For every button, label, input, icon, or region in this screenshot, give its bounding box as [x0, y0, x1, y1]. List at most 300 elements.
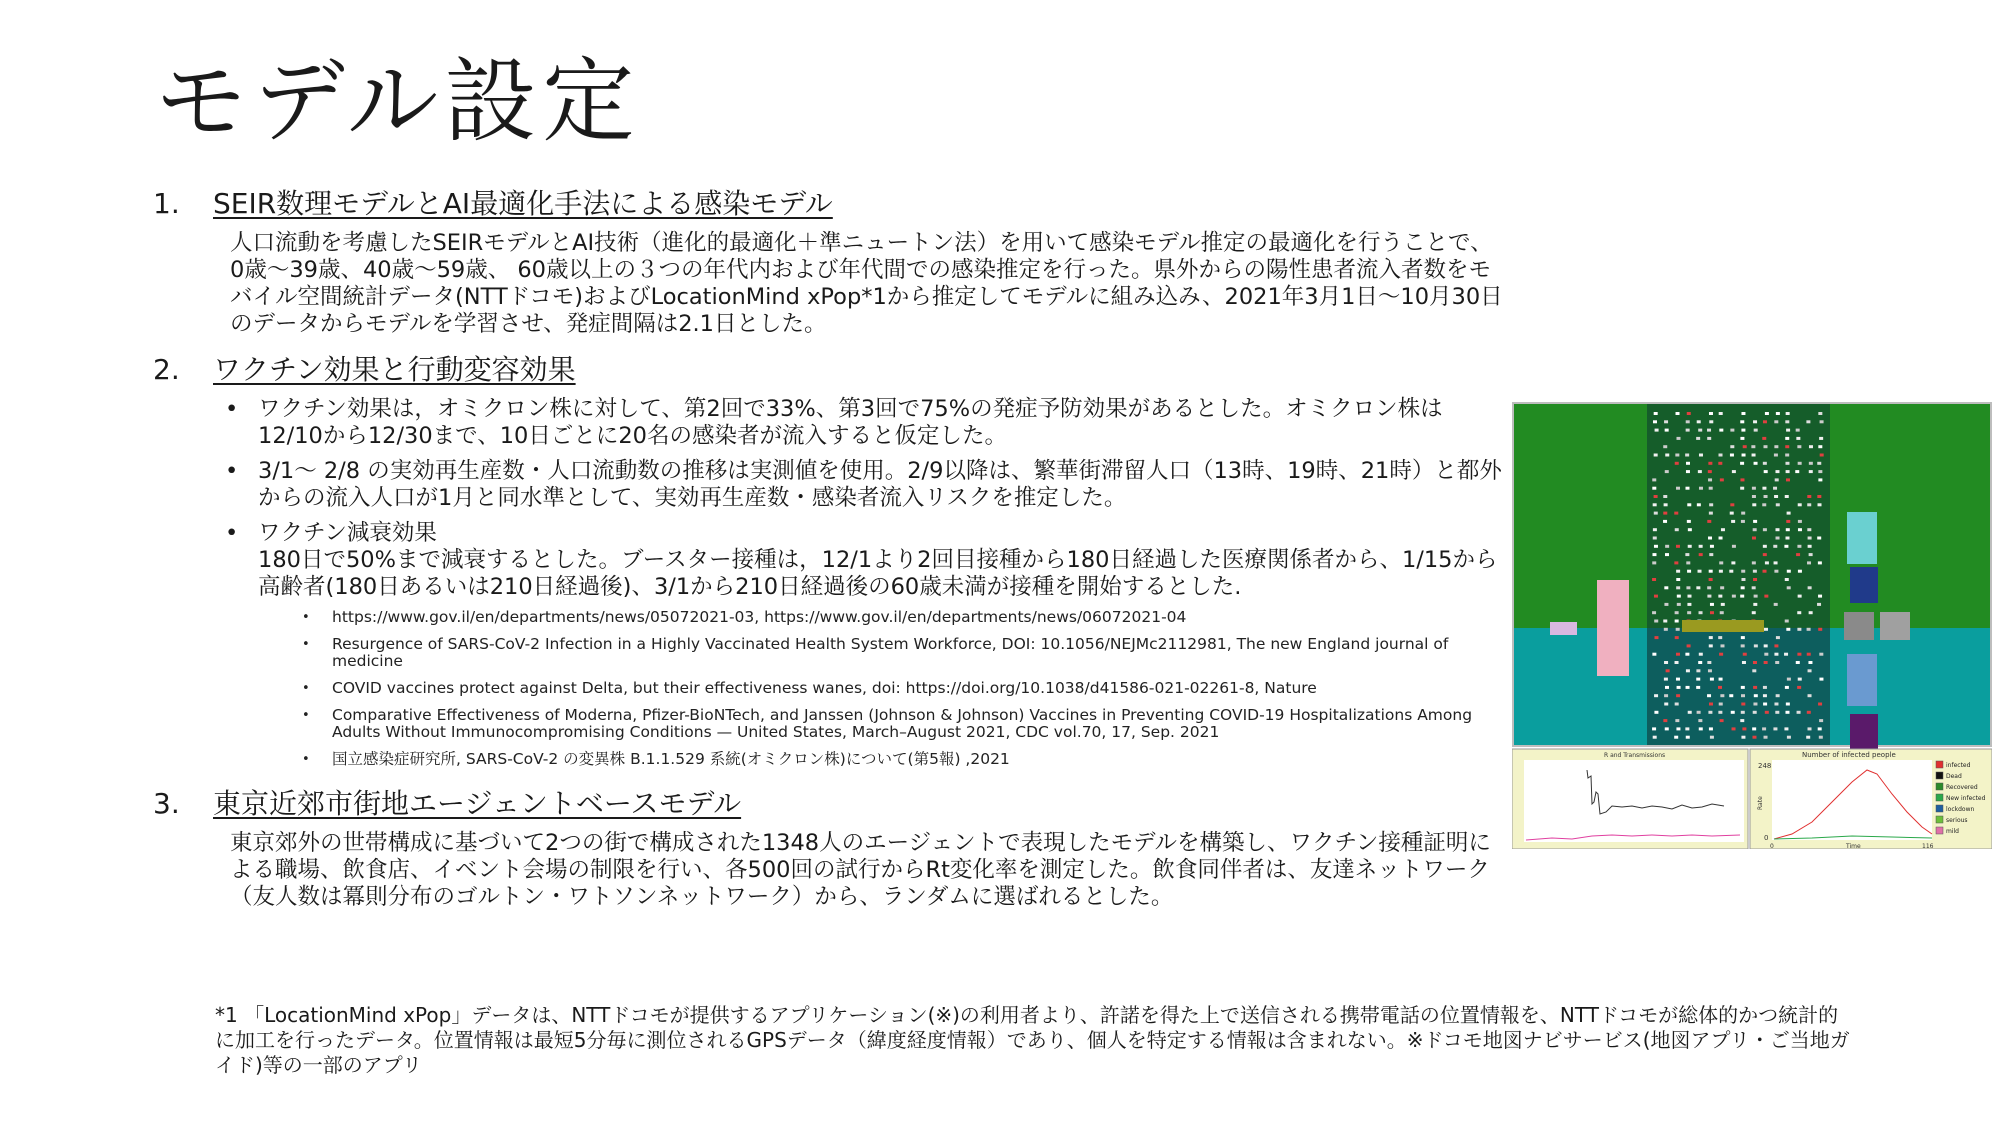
agent-dot [1808, 586, 1812, 589]
agent-dot [1807, 528, 1811, 531]
simulation-screenshot [1512, 402, 1992, 849]
section-1-text: 人口流動を考慮したSEIRモデルとAI技術（進化的最適化＋準ニュートン法）を用いて感染モデル推定の最適化を行うことで、0歳～39歳、40歳～59歳、 60歳以上の３つの年代内および年代間での感染推定を行った。県外からの陽性患者流入者数をモバイル空間統計データ(NTTドコモ)およびLocationMind xPop*1から推定してモデルに組み込み、2021年3月1日～10月30日のデータからモデルを学習させ、発症間隔は2.1日とした。 [230, 230, 1503, 337]
agent-dot [1740, 462, 1744, 465]
agent-dot [1765, 561, 1769, 564]
agent-dot [1709, 412, 1713, 415]
footnote: *1 「LocationMind xPop」データは、NTTドコモが提供するアプリケーション(※)の利用者より、許諾を得た上で送信される携帯電話の位置情報を、NTTドコモが総体的かつ統計的に加工を行ったデータ。位置情報は最短5分毎に測位されるGPSデータ（緯度経度情報）であり、個人を特定する情報は含まれない。※ドコモ地図ナビサービス(地図アプリ・ご当地ガイド)等の一部のアプリ [215, 1003, 1850, 1077]
agent-dot [1763, 694, 1767, 697]
agent-dot [1663, 719, 1667, 722]
agent-dot [1753, 686, 1757, 689]
agent-dot [1809, 462, 1813, 465]
bullet-vaccine-waning [258, 520, 1505, 601]
agent-dot [1787, 678, 1791, 681]
agent-dot [1654, 512, 1658, 515]
agent-dot [1654, 711, 1658, 714]
section-1-heading [150, 182, 1505, 222]
agent-dot [1710, 736, 1714, 739]
agent-dot [1754, 694, 1758, 697]
agent-dot [1665, 545, 1669, 548]
agent-dot [1732, 470, 1736, 473]
agent-dot [1784, 727, 1788, 730]
agent-dot [1698, 570, 1702, 573]
agent-dot [1686, 736, 1690, 739]
agent-dot [1752, 537, 1756, 540]
agent-dot [1798, 570, 1802, 573]
agent-dot [1806, 420, 1810, 423]
agent-dot [1676, 545, 1680, 548]
agent-dot [1796, 553, 1800, 556]
agent-dot [1652, 727, 1656, 730]
agent-dot [1664, 678, 1668, 681]
agent-dot [1699, 454, 1703, 457]
agent-dot [1797, 611, 1801, 614]
agent-dot [1732, 545, 1736, 548]
agent-dot [1740, 595, 1744, 598]
agent-dot [1663, 520, 1667, 523]
simulation-map [1512, 402, 1992, 752]
agent-dot [1808, 537, 1812, 540]
agent-dot [1730, 429, 1734, 432]
agent-dot [1763, 570, 1767, 573]
agent-dot [1677, 603, 1681, 606]
agent-dot [1752, 495, 1756, 498]
agent-dot [1665, 553, 1669, 556]
agent-dot [1765, 412, 1769, 415]
agent-dot [1762, 727, 1766, 730]
agent-dot [1754, 429, 1758, 432]
agent-dot [1719, 570, 1723, 573]
agent-dot [1718, 686, 1722, 689]
agent-dot [1753, 420, 1757, 423]
agent-dot [1730, 503, 1734, 506]
agent-dot [1752, 503, 1756, 506]
agent-dot [1707, 595, 1711, 598]
agent-dot [1709, 636, 1713, 639]
legend-label: Dead [1946, 773, 1962, 780]
agent-dot [1741, 512, 1745, 515]
agent-dot [1774, 603, 1778, 606]
agent-dot [1686, 561, 1690, 564]
bullet-vaccine-effect: • ワクチン効果は，オミクロン株に対して、第2回で33%、第3回で75%の発症予防効果があるとした。オミクロン株は12/10から12/30まで、10日ごとに20名の感染者が流入すると仮定した。 [258, 396, 1505, 450]
agent-dot [1719, 412, 1723, 415]
agent-dot [1752, 727, 1756, 730]
agent-dot [1774, 703, 1778, 706]
agent-dot [1786, 528, 1790, 531]
agent-dot [1731, 711, 1735, 714]
agent-dot [1719, 537, 1723, 540]
agent-dot [1819, 736, 1823, 739]
agent-dot [1776, 537, 1780, 540]
agent-dot [1785, 420, 1789, 423]
agent-dot [1763, 420, 1767, 423]
agent-dot [1675, 661, 1679, 664]
agent-dot [1763, 703, 1767, 706]
agent-dot [1710, 545, 1714, 548]
reference-item: • Resurgence of SARS-CoV-2 Infection in a Highly Vaccinated Health System Workforce, DOI: 10.1056/NEJMc2112981, The new England journal of medicine [332, 636, 1505, 670]
infected-chart-ymax: 248 [1758, 762, 1772, 770]
agent-dot [1753, 570, 1757, 573]
agent-dot [1743, 653, 1747, 656]
agent-dot [1697, 711, 1701, 714]
agent-dot [1774, 495, 1778, 498]
agent-dot [1654, 454, 1658, 457]
agent-dot [1730, 445, 1734, 448]
agent-dot [1688, 545, 1692, 548]
agent-dot [1699, 611, 1703, 614]
agent-dot [1787, 586, 1791, 589]
agent-dot [1710, 603, 1714, 606]
agent-dot [1718, 711, 1722, 714]
agent-dot [1774, 420, 1778, 423]
agent-dot [1719, 678, 1723, 681]
agent-dot [1797, 545, 1801, 548]
agent-dot [1763, 686, 1767, 689]
agent-dot [1688, 711, 1692, 714]
agent-dot [1709, 644, 1713, 647]
agent-dot [1687, 412, 1691, 415]
agent-dot [1785, 437, 1789, 440]
section-3-text: 東京郊外の世帯構成に基づいて2つの街で構成された1348人のエージェントで表現したモデルを構築し、ワクチン接種証明による職場、飲食店、イベント会場の制限を行い、各500回の試行からRt変化率を測定した。飲食同伴者は、友達ネットワーク（友人数は冪則分布のゴルトン・ワトソンネットワーク）から、ランダムに選ばれるとした。 [230, 830, 1491, 910]
agent-dot [1818, 595, 1822, 598]
agent-dot [1654, 694, 1658, 697]
agent-dot [1720, 719, 1724, 722]
agent-dot [1686, 586, 1690, 589]
agent-dot [1732, 595, 1736, 598]
agent-dot [1798, 595, 1802, 598]
agent-dot [1808, 661, 1812, 664]
agent-dot [1818, 412, 1822, 415]
legend-label: infected [1946, 762, 1971, 769]
agent-dot [1752, 561, 1756, 564]
agent-dot [1709, 553, 1713, 556]
agent-dot [1674, 512, 1678, 515]
agent-dot [1807, 495, 1811, 498]
agent-dot [1818, 503, 1822, 506]
agent-dot [1687, 570, 1691, 573]
agent-dot [1676, 653, 1680, 656]
section-1-title: SEIR数理モデルとAI最適化手法による感染モデル [213, 187, 833, 220]
agent-dot [1685, 653, 1689, 656]
agent-dot [1709, 727, 1713, 730]
agent-dot [1719, 454, 1723, 457]
agent-dot [1708, 470, 1712, 473]
agent-dot [1741, 586, 1745, 589]
agent-dot [1796, 429, 1800, 432]
agent-dot [1752, 611, 1756, 614]
agent-dot [1685, 553, 1689, 556]
agent-dot [1787, 736, 1791, 739]
agent-dot [1665, 454, 1669, 457]
agent-dot [1663, 445, 1667, 448]
agent-dot [1685, 454, 1689, 457]
section-2-heading [150, 348, 1505, 388]
agent-dot [1655, 429, 1659, 432]
agent-dot [1652, 653, 1656, 656]
agent-dot [1718, 636, 1722, 639]
agent-dot [1809, 553, 1813, 556]
agent-dot [1787, 512, 1791, 515]
agent-dot [1764, 628, 1768, 631]
transmission-chart [1512, 749, 1748, 849]
agent-dot [1818, 561, 1822, 564]
agent-dot [1652, 478, 1656, 481]
agent-dot [1663, 495, 1667, 498]
legend-label: New infected [1946, 795, 1986, 802]
agent-dot [1665, 686, 1669, 689]
section-3-title: 東京近郊市街地エージェントベースモデル [213, 787, 742, 820]
agent-dot [1742, 661, 1746, 664]
agent-dot [1707, 429, 1711, 432]
agent-dot [1818, 445, 1822, 448]
agent-dot [1807, 503, 1811, 506]
agent-dot [1708, 711, 1712, 714]
agent-dot [1675, 528, 1679, 531]
agent-dot [1753, 711, 1757, 714]
agent-dot [1798, 678, 1802, 681]
agent-dot [1752, 736, 1756, 739]
legend-label: Recovered [1946, 784, 1978, 791]
agent-dot [1763, 445, 1767, 448]
agent-dot [1741, 703, 1745, 706]
agent-dot [1653, 537, 1657, 540]
agent-dot [1741, 578, 1745, 581]
agent-dot [1718, 462, 1722, 465]
agent-dot [1719, 561, 1723, 564]
agent-dot [1664, 420, 1668, 423]
agent-dot [1663, 620, 1667, 623]
legend-swatch [1936, 827, 1943, 834]
agent-dot [1740, 719, 1744, 722]
agent-dot [1686, 487, 1690, 490]
agent-dot [1797, 686, 1801, 689]
agent-dot [1774, 644, 1778, 647]
agent-dot [1652, 487, 1656, 490]
agent-dot [1776, 412, 1780, 415]
agent-dot [1773, 727, 1777, 730]
agent-dot [1819, 719, 1823, 722]
agent-dot [1676, 727, 1680, 730]
agent-dot [1764, 736, 1768, 739]
agent-dot [1707, 437, 1711, 440]
agent-dot [1676, 487, 1680, 490]
agent-dot [1806, 736, 1810, 739]
agent-dot [1709, 570, 1713, 573]
agent-dot [1696, 678, 1700, 681]
agent-dot [1741, 429, 1745, 432]
agent-dot [1763, 528, 1767, 531]
agent-dot [1797, 711, 1801, 714]
reference-item: • 国立感染症研究所, SARS-CoV-2 の変異株 B.1.1.529 系統(オミクロン株)について(第5報) ,2021 [332, 751, 1505, 768]
agent-dot [1786, 520, 1790, 523]
agent-dot [1785, 711, 1789, 714]
agent-dot [1719, 703, 1723, 706]
reference-item: • https://www.gov.il/en/departments/news/05072021-03, https://www.gov.il/en/departments/news/06072021-04 [332, 609, 1505, 626]
agent-dot [1742, 454, 1746, 457]
agent-dot [1665, 470, 1669, 473]
agent-dot [1807, 711, 1811, 714]
agent-dot [1687, 503, 1691, 506]
legend-swatch [1936, 794, 1943, 801]
agent-dot [1740, 420, 1744, 423]
infected-chart-xmax: 116 [1922, 843, 1934, 849]
agent-dot [1731, 561, 1735, 564]
agent-dot [1675, 611, 1679, 614]
bullet-vaccine-waning-body: 180日で50%まで減衰するとした。ブースター接種は，12/1より2回目接種から180日経過した医療関係者から、1/15から高齢者(180日あるいは210日経過後)、3/1から210日経過後の60歳未満が接種を開始するとした. [258, 547, 1498, 600]
agent-dot [1708, 537, 1712, 540]
agent-dot [1785, 445, 1789, 448]
agent-dot [1709, 578, 1713, 581]
agent-dot [1653, 420, 1657, 423]
agent-dot [1652, 611, 1656, 614]
agent-dot [1798, 528, 1802, 531]
agent-dot [1817, 462, 1821, 465]
agent-dot [1754, 595, 1758, 598]
agent-dot [1709, 420, 1713, 423]
section-1-number: 1. [153, 187, 180, 220]
agent-dot [1764, 661, 1768, 664]
agent-dot [1709, 487, 1713, 490]
legend-swatch [1936, 783, 1943, 790]
agent-dot [1785, 620, 1789, 623]
agent-dot [1785, 495, 1789, 498]
agent-dot [1741, 686, 1745, 689]
agent-dot [1685, 727, 1689, 730]
agent-dot [1664, 661, 1668, 664]
agent-dot [1764, 470, 1768, 473]
agent-dot [1776, 528, 1780, 531]
section-2-number: 2. [153, 353, 180, 386]
main-content [150, 178, 1505, 911]
agent-dot [1664, 703, 1668, 706]
agent-dot [1720, 478, 1724, 481]
agent-dot [1753, 528, 1757, 531]
agent-dot [1795, 470, 1799, 473]
agent-dot [1764, 644, 1768, 647]
agent-dot [1675, 636, 1679, 639]
agent-dot [1785, 462, 1789, 465]
agent-dot [1730, 512, 1734, 515]
agent-dot [1741, 644, 1745, 647]
agent-dot [1754, 644, 1758, 647]
agent-dot [1687, 595, 1691, 598]
agent-dot [1686, 470, 1690, 473]
agent-dot [1753, 520, 1757, 523]
agent-dot [1784, 653, 1788, 656]
agent-dot [1797, 628, 1801, 631]
agent-dot [1720, 694, 1724, 697]
agent-dot [1654, 412, 1658, 415]
agent-dot [1786, 429, 1790, 432]
agent-dot [1818, 478, 1822, 481]
agent-dot [1664, 628, 1668, 631]
agent-dot [1809, 611, 1813, 614]
agent-dot [1798, 462, 1802, 465]
legend-label: lockdown [1946, 806, 1975, 813]
section-3-number: 3. [153, 787, 180, 820]
reference-item: • COVID vaccines protect against Delta, but their effectiveness wanes, doi: https://doi.org/10.1038/d41586-021-02261-8, Nature [332, 680, 1505, 697]
agent-dot [1686, 429, 1690, 432]
agent-dot [1708, 669, 1712, 672]
agent-dot [1676, 578, 1680, 581]
agent-dot [1675, 620, 1679, 623]
agent-dot [1741, 736, 1745, 739]
reference-item: • Comparative Effectiveness of Moderna, Pfizer-BioNTech, and Janssen (Johnson & Johnson) Vaccines in Preventing COVID-19 Hospitalizations Among Adults Without Immunocompromising Conditions — United States, March–August 2021, CDC vol.70, 17, Sep. 2021 [332, 707, 1505, 741]
agent-dot [1677, 686, 1681, 689]
agent-dot [1652, 561, 1656, 564]
agent-dot [1741, 570, 1745, 573]
infected-chart-xmin: 0 [1770, 843, 1774, 849]
agent-dot [1663, 512, 1667, 515]
section-2-bullets [150, 396, 1505, 601]
agent-dot [1764, 653, 1768, 656]
agent-dot [1808, 669, 1812, 672]
agent-dot [1699, 727, 1703, 730]
agent-dot [1741, 711, 1745, 714]
agent-dot [1664, 694, 1668, 697]
agent-dot [1729, 570, 1733, 573]
agent-dot [1798, 503, 1802, 506]
agent-dot [1786, 537, 1790, 540]
agent-dot [1665, 727, 1669, 730]
infected-chart [1750, 749, 1992, 849]
agent-dot [1809, 445, 1813, 448]
agent-dot [1774, 570, 1778, 573]
agent-dot [1808, 694, 1812, 697]
agent-dot [1818, 703, 1822, 706]
infected-chart-title: Number of infected people [1802, 751, 1896, 759]
agent-dot [1699, 545, 1703, 548]
agent-dot [1740, 487, 1744, 490]
agent-dot [1698, 470, 1702, 473]
agent-dot [1753, 661, 1757, 664]
agent-dot [1708, 478, 1712, 481]
agent-dot [1762, 437, 1766, 440]
agent-dot [1763, 545, 1767, 548]
agent-dot [1743, 445, 1747, 448]
agent-dot [1699, 653, 1703, 656]
agent-dot [1664, 586, 1668, 589]
agent-dot [1774, 653, 1778, 656]
agent-dot [1785, 454, 1789, 457]
agent-dot [1796, 661, 1800, 664]
agent-dot [1786, 478, 1790, 481]
agent-dot [1720, 586, 1724, 589]
agent-dot [1664, 503, 1668, 506]
agent-dot [1709, 503, 1713, 506]
agent-dot [1818, 628, 1822, 631]
agent-dot [1817, 495, 1821, 498]
agent-dot [1752, 487, 1756, 490]
agent-dot [1654, 636, 1658, 639]
agent-dot [1775, 470, 1779, 473]
legend-swatch [1936, 816, 1943, 823]
agent-dot [1741, 520, 1745, 523]
agent-dot [1676, 678, 1680, 681]
agent-dot [1666, 669, 1670, 672]
agent-dot [1676, 628, 1680, 631]
agent-dot [1696, 686, 1700, 689]
agent-dot [1652, 553, 1656, 556]
agent-dot [1786, 470, 1790, 473]
agent-dot [1676, 570, 1680, 573]
agent-dot [1675, 719, 1679, 722]
legend-swatch [1936, 772, 1943, 779]
agent-dot [1775, 711, 1779, 714]
agent-dot [1751, 445, 1755, 448]
section-3-heading [150, 782, 1505, 822]
agent-dot [1818, 470, 1822, 473]
agent-dot [1721, 528, 1725, 531]
